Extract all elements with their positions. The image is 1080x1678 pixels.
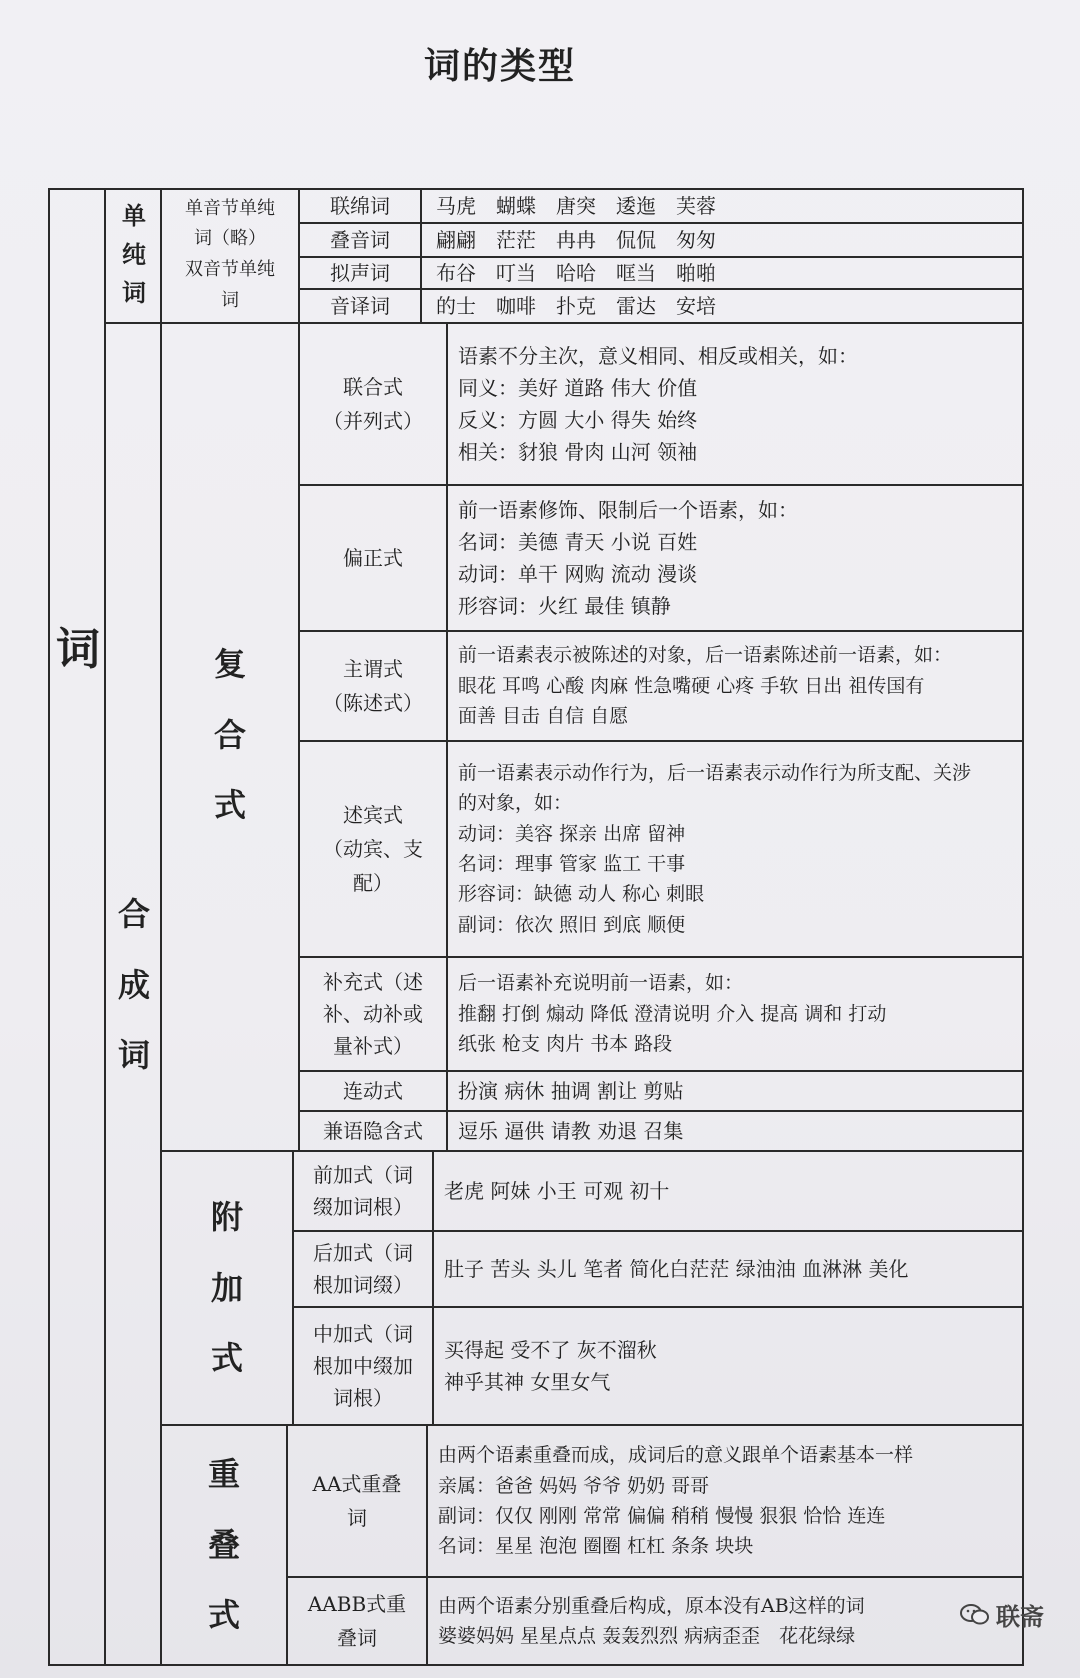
fujia-type-2: 中加式（词 根加中缀加 词根） bbox=[313, 1322, 413, 1410]
vertical-char: 词 bbox=[117, 1036, 150, 1075]
chongdie-label bbox=[162, 1426, 286, 1664]
root-label bbox=[50, 600, 106, 700]
vertical-char: 叠 bbox=[207, 1525, 240, 1564]
fuhe-content-3: 前一语素表示动作行为，后一语素表示动作行为所支配、关涉 的对象，如： 动词：美容 探亲 出席 留神 名词：理事 管家 监工 干事 形容词：缺德 动人 称心 刺眼 副词：依次 照旧 到底 顺便 bbox=[458, 761, 972, 936]
simple-examples-1: 翩翩 茫茫 冉冉 侃侃 匆匆 bbox=[436, 228, 716, 252]
simple-type-2: 拟声词 bbox=[330, 261, 390, 285]
fuhe-content-4: 后一语素补充说明前一语素，如： 推翻 打倒 煽动 降低 澄清说明 介入 提高 调和 打动 纸张 枪支 肉片 书本 路段 bbox=[458, 972, 887, 1056]
simple-type-0: 联绵词 bbox=[330, 194, 390, 218]
vertical-char: 式 bbox=[213, 786, 246, 825]
simple-examples-0: 马虎 蝴蝶 唐突 逶迤 芙蓉 bbox=[436, 194, 716, 218]
vertical-char: 式 bbox=[210, 1339, 243, 1378]
vertical-char: 式 bbox=[207, 1596, 240, 1635]
vertical-char: 纯 bbox=[122, 239, 146, 269]
simple-type-3: 音译词 bbox=[330, 294, 390, 318]
vertical-char: 加 bbox=[210, 1268, 243, 1307]
fuhe-label bbox=[162, 620, 298, 850]
fuhe-content-5: 扮演 病休 抽调 割让 剪贴 bbox=[458, 1079, 684, 1103]
fuhe-content-6: 逗乐 逼供 请教 劝退 召集 bbox=[458, 1119, 684, 1143]
vertical-char: 合 bbox=[213, 715, 246, 754]
fujia-label bbox=[162, 1152, 292, 1424]
fujia-content-1: 肚子 苦头 头儿 笔者 简化白茫茫 绿油油 血淋淋 美化 bbox=[444, 1257, 909, 1281]
fujia-content-2: 买得起 受不了 灰不溜秋 神乎其神 女里女气 bbox=[444, 1338, 657, 1394]
fuhe-type-4: 补充式（述 补、动补或 量补式） bbox=[323, 970, 423, 1058]
simple-word-label bbox=[106, 190, 162, 320]
vertical-char: 合 bbox=[117, 895, 150, 934]
fujia-type-1: 后加式（词 根加词缀） bbox=[313, 1241, 413, 1297]
page-title: 词的类型 bbox=[423, 46, 576, 87]
fujia-content-0: 老虎 阿妹 小王 可观 初十 bbox=[444, 1179, 670, 1203]
simple-sub-label: 单音节单纯 词（略） 双音节单纯 词 bbox=[185, 197, 275, 311]
fuhe-type-0: 联合式 （并列式） bbox=[323, 375, 423, 433]
watermark: 联斋 bbox=[960, 1597, 1044, 1632]
chongdie-type-1: AABB式重 叠词 bbox=[307, 1592, 407, 1650]
fuhe-type-6: 兼语隐含式 bbox=[323, 1119, 423, 1143]
fuhe-content-1: 前一语素修饰、限制后一个语素，如： 名词：美德 青天 小说 百姓 动词：单干 网购 流动 漫谈 形容词：火红 最佳 镇静 bbox=[458, 498, 798, 618]
vertical-char: 成 bbox=[117, 965, 150, 1004]
chongdie-content-1: 由两个语素分别重叠后构成，原本没有AB这样的词 婆婆妈妈 星星点点 轰轰烈烈 病病歪歪 花花绿绿 bbox=[438, 1594, 865, 1647]
vertical-char: 复 bbox=[213, 645, 246, 684]
fuhe-type-3: 述宾式 （动宾、支 配） bbox=[323, 803, 423, 895]
vertical-char: 词 bbox=[56, 623, 100, 675]
fuhe-content-2: 前一语素表示被陈述的对象，后一语素陈述前一语素，如： 眼花 耳鸣 心酸 肉麻 性急嘴硬 心疼 手软 日出 祖传国有 面善 目击 自信 自愿 bbox=[458, 644, 953, 728]
fujia-type-0: 前加式（词 缀加词根） bbox=[313, 1163, 413, 1219]
fuhe-type-1: 偏正式 bbox=[343, 546, 403, 570]
wechat-icon bbox=[960, 1604, 990, 1626]
vertical-char: 重 bbox=[207, 1455, 240, 1494]
compound-word-label bbox=[106, 860, 162, 1110]
vertical-char: 单 bbox=[122, 201, 146, 231]
chongdie-type-0: AA式重叠 词 bbox=[312, 1472, 402, 1530]
simple-type-1: 叠音词 bbox=[330, 228, 390, 252]
fuhe-type-2: 主谓式 （陈述式） bbox=[323, 657, 423, 715]
simple-examples-2: 布谷 叮当 哈哈 哐当 啪啪 bbox=[436, 261, 716, 285]
vertical-char: 附 bbox=[210, 1198, 243, 1237]
chongdie-content-0: 由两个语素重叠而成，成词后的意义跟单个语素基本一样 亲属：爸爸 妈妈 爷爷 奶奶 哥哥 副词：仅仅 刚刚 常常 偏偏 稍稍 慢慢 狠狠 恰恰 连连 名词：星星 泡泡 圈圈 杠杠 条条 块块 bbox=[438, 1444, 914, 1558]
simple-examples-3: 的士 咖啡 扑克 雷达 安培 bbox=[436, 294, 716, 318]
vertical-char: 词 bbox=[122, 278, 146, 308]
fuhe-type-5: 连动式 bbox=[343, 1079, 403, 1103]
fuhe-content-0: 语素不分主次，意义相同、相反或相关，如： 同义：美好 道路 伟大 价值 反义：方圆 大小 得失 始终 相关：豺狼 骨肉 山河 领袖 bbox=[458, 344, 858, 464]
